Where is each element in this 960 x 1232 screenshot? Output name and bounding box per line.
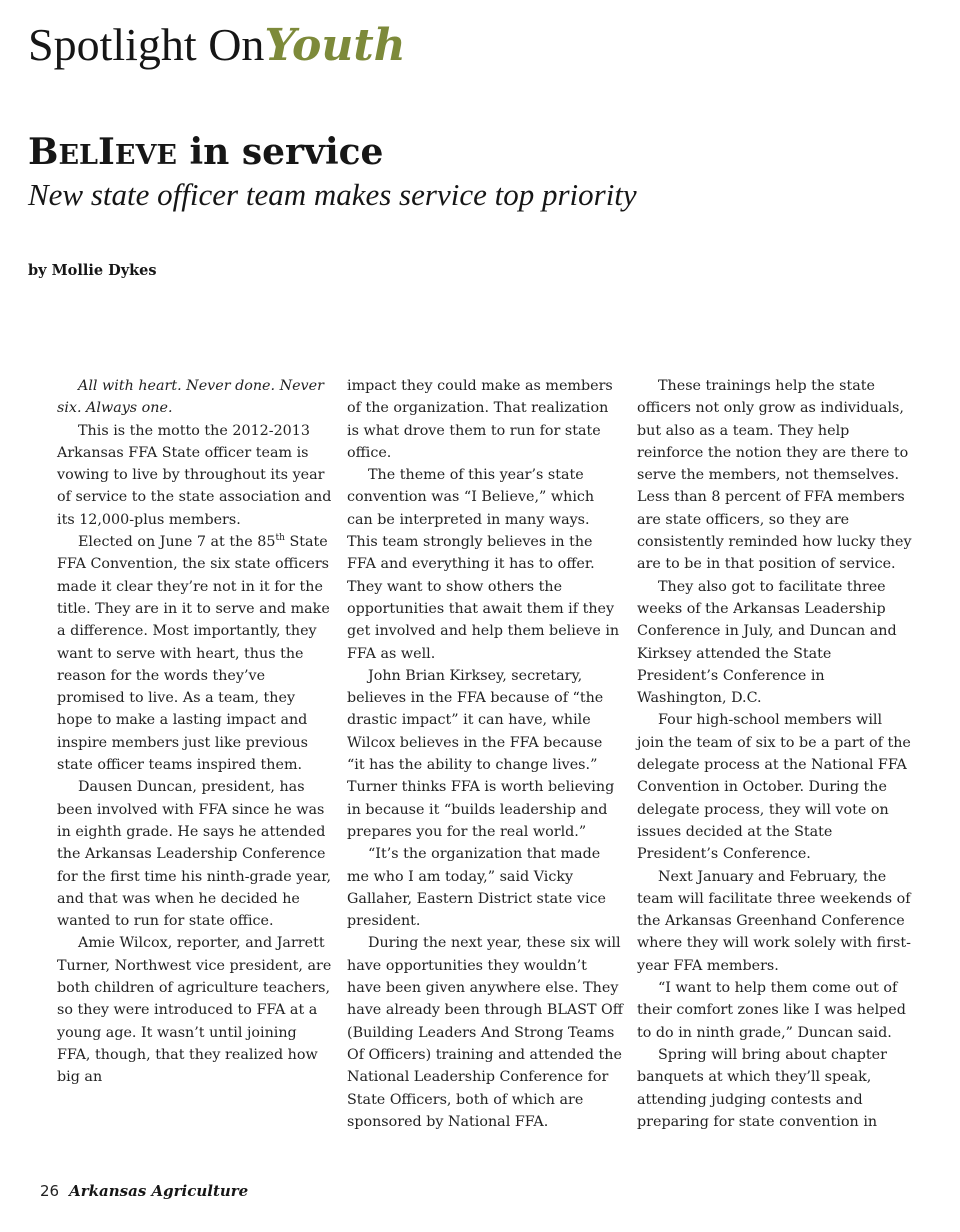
text-run: Elected on June 7 at the 85	[78, 534, 276, 551]
byline: by Mollie Dykes	[28, 262, 157, 279]
article-subtitle: New state officer team makes service top priority	[28, 177, 637, 212]
page-footer	[40, 1183, 248, 1199]
ordinal-suffix: th	[275, 533, 285, 544]
title-part: EVE	[114, 140, 177, 171]
section-accent: Youth	[264, 20, 406, 71]
text-column-2	[347, 375, 623, 1133]
paragraph: The theme of this year’s state convention was “I Believe,” which can be interpreted in many ways. This team strongly believes in the FFA and everything it has to offer. They want to show others the opportunities that await them if they get involved and help them believe in FFA as well.	[347, 467, 620, 662]
paragraph: This is the motto the 2012-2013 Arkansas FFA State officer team is vowing to live by throughout its year of service to the state association and its 12,000-plus members.	[57, 422, 332, 528]
paragraph: These trainings help the state officers not only grow as individuals, but also as a team. They help reinforce the notion they are there to serve the members, not themselves. Less than 8 percent of FFA members are state officers, so they are consistently reminded how lucky they are to be in that position of service.	[637, 378, 912, 573]
page-number: 26	[40, 1182, 60, 1200]
paragraph: Dausen Duncan, president, has been involved with FFA since he was in eighth grade. He says he attended the Arkansas Leadership Conference for the first time his ninth-grade year, and that was when he decided he wanted to run for state office.	[57, 779, 332, 930]
text-column-3	[637, 375, 913, 1133]
title-part: EL	[58, 140, 99, 171]
text-column-1	[57, 375, 333, 1089]
motto-paragraph: All with heart. Never done. Never six. Always one.	[57, 378, 324, 417]
paragraph: Amie Wilcox, reporter, and Jarrett Turner, Northwest vice president, are both children of agriculture teachers, so they were introduced to FFA at a young age. It wasn’t until joining FFA, though, that they realized how big an	[57, 935, 332, 1086]
paragraph: John Brian Kirksey, secretary, believes in the FFA because of “the drastic impact” it can have, while Wilcox believes in the FFA because “it has the ability to change lives.” Turner thinks FFA is worth believing in because it “builds leadership and prepares you for the real world.”	[347, 667, 615, 840]
title-part: in service	[176, 131, 384, 173]
title-part: I	[98, 131, 115, 173]
paragraph	[57, 531, 333, 776]
article-title	[28, 131, 384, 173]
text-run: State FFA Convention, the six state officers made it clear they’re not in it for the title. They are in it to serve and make a difference. Most importantly, they want to serve with heart, thus the reason for the words they’ve promised to live. As a team, they hope to make a lasting impact and inspire members just like previous state officer teams inspired them.	[57, 534, 330, 774]
magazine-name: Arkansas Agriculture	[69, 1182, 249, 1200]
paragraph: Four high-school members will join the team of six to be a part of the delegate process at the National FFA Convention in October. During the delegate process, they will vote on issues decided at the State President’s Conference.	[637, 712, 911, 863]
paragraph: “I want to help them come out of their comfort zones like I was helped to do in ninth grade,” Duncan said.	[637, 980, 906, 1041]
title-part: B	[28, 131, 59, 173]
paragraph: impact they could make as members of the organization. That realization is what drove them to run for state office.	[347, 378, 613, 461]
paragraph: Spring will bring about chapter banquets at which they’ll speak, attending judging contests and preparing for state convention in	[637, 1046, 887, 1130]
section-label: Spotlight On	[28, 19, 265, 70]
paragraph: They also got to facilitate three weeks of the Arkansas Leadership Conference in July, and Duncan and Kirksey attended the State President’s Conference in Washington, D.C.	[637, 578, 897, 707]
paragraph: “It’s the organization that made me who I am today,” said Vicky Gallaher, Eastern District state vice president.	[347, 846, 607, 930]
paragraph: Next January and February, the team will facilitate three weekends of the Arkansas Greenhand Conference where they will work solely with first-year FFA members.	[637, 868, 911, 974]
section-header	[28, 19, 406, 71]
paragraph: During the next year, these six will have opportunities they wouldn’t have been given anywhere else. They have already been through BLAST Off (Building Leaders And Strong Teams Of Officers) training and attended the National Leadership Conference for State Officers, both of which are sponsored by National FFA.	[347, 935, 623, 1130]
